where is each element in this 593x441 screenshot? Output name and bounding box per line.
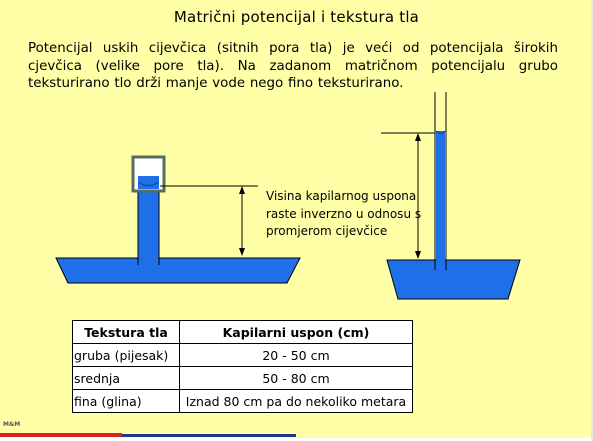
table-cell-rise: 20 - 50 cm <box>180 344 413 367</box>
intro-paragraph: Potencijal uskih cijevčica (sitnih pora tla) je veći od potencijala širokih cjevčica (velike pore tla). Na zadanom matričnom potencijalu grubo teksturirano tlo drži manje vode nego fino teksturirano. <box>28 41 558 91</box>
slide-title: Matrični potencijal i tekstura tla <box>173 8 420 26</box>
right-basin-water <box>387 260 520 299</box>
table-cell-texture: fina (glina) <box>73 390 180 413</box>
capillary-rise-note: Visina kapilarnog uspona raste inverzno u odnosu s promjerom cijevčice <box>266 189 422 238</box>
table-cell-rise: 50 - 80 cm <box>180 367 413 390</box>
left-basin-water <box>56 258 300 283</box>
capillary-rise-table <box>72 320 413 413</box>
table-row <box>73 390 413 413</box>
table-row <box>73 344 413 367</box>
footer-bar-blue <box>122 434 296 437</box>
table-header-row <box>73 321 413 344</box>
table-cell-rise: Iznad 80 cm pa do nekoliko metara <box>180 390 413 413</box>
table-header-texture: Tekstura tla <box>73 321 180 344</box>
table-cell-texture: srednja <box>73 367 180 390</box>
right-tube-column <box>436 131 445 271</box>
footer-bar-red <box>0 433 122 437</box>
table-cell-texture: gruba (pijesak) <box>73 344 180 367</box>
left-tube-column <box>138 186 159 265</box>
wide-tube-diagram <box>56 157 300 283</box>
table-header-rise: Kapilarni uspon (cm) <box>180 321 413 344</box>
table-row <box>73 367 413 390</box>
footer-logo: M&M <box>3 421 21 428</box>
